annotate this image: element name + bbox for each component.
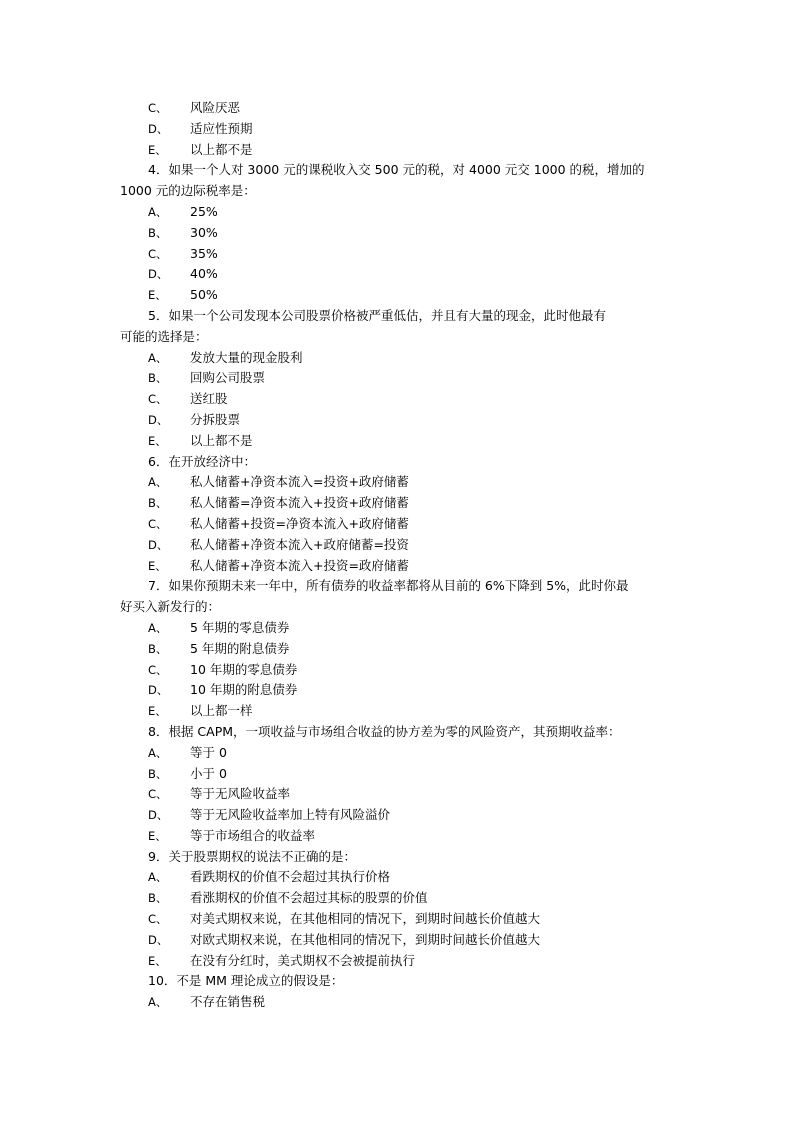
question-stem: 9．关于股票期权的说法不正确的是： bbox=[148, 848, 356, 864]
option-letter: C、 bbox=[148, 246, 168, 261]
option-text: 10 年期的零息债券 bbox=[190, 661, 298, 677]
option-letter: E、 bbox=[148, 828, 167, 843]
option-text: 风险厌恶 bbox=[190, 100, 241, 115]
option-letter: C、 bbox=[148, 662, 168, 677]
answer-option bbox=[0, 701, 794, 722]
answer-option bbox=[0, 764, 794, 785]
option-letter: D、 bbox=[148, 412, 169, 427]
answer-option bbox=[0, 285, 794, 306]
answer-option bbox=[0, 784, 794, 805]
option-text: 以上都不是 bbox=[190, 141, 253, 157]
option-letter: D、 bbox=[148, 537, 169, 552]
option-text: 私人储蓄=净资本流入+投资+政府储蓄 bbox=[190, 495, 409, 511]
answer-option bbox=[0, 140, 794, 161]
option-letter: C、 bbox=[148, 787, 168, 802]
option-letter: C、 bbox=[148, 912, 168, 927]
answer-option bbox=[0, 951, 794, 972]
option-letter: D、 bbox=[148, 683, 169, 698]
question-stem: 6．在开放经济中： bbox=[148, 453, 256, 469]
option-letter: A、 bbox=[148, 870, 168, 885]
option-letter: A、 bbox=[148, 745, 168, 760]
option-letter: A、 bbox=[148, 350, 168, 365]
option-text: 等于无风险收益率 bbox=[190, 786, 291, 802]
option-text: 等于无风险收益率加上特有风险溢价 bbox=[190, 807, 391, 823]
option-letter: E、 bbox=[148, 288, 167, 303]
option-text: 对美式期权来说，在其他相同的情况下，到期时间越长价值越大 bbox=[190, 911, 541, 927]
option-letter: D、 bbox=[148, 121, 169, 136]
answer-option bbox=[0, 618, 794, 639]
option-text: 看跌期权的价值不会超过其执行价格 bbox=[190, 869, 391, 885]
option-letter: A、 bbox=[148, 620, 168, 635]
option-letter: A、 bbox=[148, 204, 168, 219]
option-letter: A、 bbox=[148, 475, 168, 490]
option-letter: B、 bbox=[148, 225, 168, 240]
answer-option bbox=[0, 514, 794, 535]
answer-option bbox=[0, 805, 794, 826]
option-letter: E、 bbox=[148, 433, 167, 448]
answer-option bbox=[0, 202, 794, 223]
question-stem: 8．根据 CAPM，一项收益与市场组合收益的协方差为零的风险资产，其预期收益率： bbox=[148, 723, 621, 739]
option-text: 等于市场组合的收益率 bbox=[190, 827, 316, 843]
option-letter: E、 bbox=[148, 558, 167, 573]
option-text: 40% bbox=[190, 266, 218, 282]
option-letter: C、 bbox=[148, 101, 168, 115]
option-text: 私人储蓄+净资本流入+政府储蓄=投资 bbox=[190, 536, 409, 552]
question-stem-continued: 好买入新发行的： bbox=[120, 599, 221, 615]
answer-option bbox=[0, 431, 794, 452]
answer-option bbox=[0, 389, 794, 410]
option-text: 私人储蓄+净资本流入+投资=政府储蓄 bbox=[190, 557, 409, 573]
option-letter: B、 bbox=[148, 371, 168, 386]
answer-option bbox=[0, 368, 794, 389]
option-letter: E、 bbox=[148, 704, 167, 719]
document-body bbox=[0, 98, 794, 1013]
option-text: 发放大量的现金股利 bbox=[190, 349, 303, 365]
answer-option bbox=[0, 909, 794, 930]
answer-option bbox=[0, 930, 794, 951]
question-stem: 7．如果你预期未来一年中，所有债券的收益率都将从目前的 6%下降到 5%，此时你最 bbox=[148, 578, 629, 594]
question-stem-continued: 可能的选择是： bbox=[120, 328, 208, 344]
option-text: 分拆股票 bbox=[190, 411, 241, 427]
answer-option bbox=[0, 535, 794, 556]
answer-option bbox=[0, 244, 794, 265]
option-text: 以上都不是 bbox=[190, 432, 253, 448]
option-letter: B、 bbox=[148, 891, 168, 906]
option-text: 在没有分红时，美式期权不会被提前执行 bbox=[190, 952, 416, 968]
answer-option bbox=[0, 826, 794, 847]
option-text: 不存在销售税 bbox=[190, 994, 266, 1010]
answer-option bbox=[0, 264, 794, 285]
answer-option bbox=[0, 493, 794, 514]
option-text: 5 年期的附息债券 bbox=[190, 640, 290, 656]
answer-option bbox=[0, 348, 794, 369]
option-letter: D、 bbox=[148, 267, 169, 282]
answer-option bbox=[0, 410, 794, 431]
answer-option bbox=[0, 639, 794, 660]
option-letter: C、 bbox=[148, 392, 168, 407]
answer-option bbox=[0, 98, 794, 119]
answer-option bbox=[0, 223, 794, 244]
option-text: 看涨期权的价值不会超过其标的股票的价值 bbox=[190, 890, 428, 906]
option-text: 对欧式期权来说，在其他相同的情况下，到期时间越长价值越大 bbox=[190, 931, 541, 947]
option-text: 5 年期的零息债券 bbox=[190, 619, 290, 635]
option-letter: D、 bbox=[148, 808, 169, 823]
answer-option bbox=[0, 119, 794, 140]
answer-option bbox=[0, 660, 794, 681]
answer-option bbox=[0, 888, 794, 909]
option-text: 回购公司股票 bbox=[190, 370, 266, 386]
option-letter: D、 bbox=[148, 932, 169, 947]
option-text: 10 年期的附息债券 bbox=[190, 682, 298, 698]
answer-option bbox=[0, 472, 794, 493]
option-letter: B、 bbox=[148, 496, 168, 511]
answer-option bbox=[0, 867, 794, 888]
option-text: 私人储蓄+投资=净资本流入+政府储蓄 bbox=[190, 515, 409, 531]
answer-option bbox=[0, 680, 794, 701]
option-text: 25% bbox=[190, 203, 218, 219]
option-text: 30% bbox=[190, 224, 218, 240]
option-text: 以上都一样 bbox=[190, 703, 253, 719]
answer-option bbox=[0, 743, 794, 764]
option-text: 送红股 bbox=[190, 391, 228, 407]
option-text: 适应性预期 bbox=[190, 120, 253, 136]
option-letter: B、 bbox=[148, 641, 168, 656]
option-letter: B、 bbox=[148, 766, 168, 781]
option-text: 小于 0 bbox=[190, 765, 227, 781]
option-letter: E、 bbox=[148, 953, 167, 968]
option-letter: A、 bbox=[148, 995, 168, 1010]
question-stem: 10．不是 MM 理论成立的假设是： bbox=[148, 973, 344, 989]
question-stem-continued: 1000 元的边际税率是： bbox=[120, 183, 256, 199]
option-text: 35% bbox=[190, 245, 218, 261]
option-letter: E、 bbox=[148, 142, 167, 157]
answer-option bbox=[0, 992, 794, 1013]
option-letter: C、 bbox=[148, 516, 168, 531]
question-stem: 4．如果一个人对 3000 元的课税收入交 500 元的税，对 4000 元交 1000 的税，增加的 bbox=[148, 162, 645, 178]
answer-option bbox=[0, 556, 794, 577]
option-text: 等于 0 bbox=[190, 744, 227, 760]
question-stem: 5．如果一个公司发现本公司股票价格被严重低估，并且有大量的现金，此时他最有 bbox=[148, 307, 606, 323]
option-text: 50% bbox=[190, 287, 218, 303]
option-text: 私人储蓄+净资本流入=投资+政府储蓄 bbox=[190, 474, 409, 490]
